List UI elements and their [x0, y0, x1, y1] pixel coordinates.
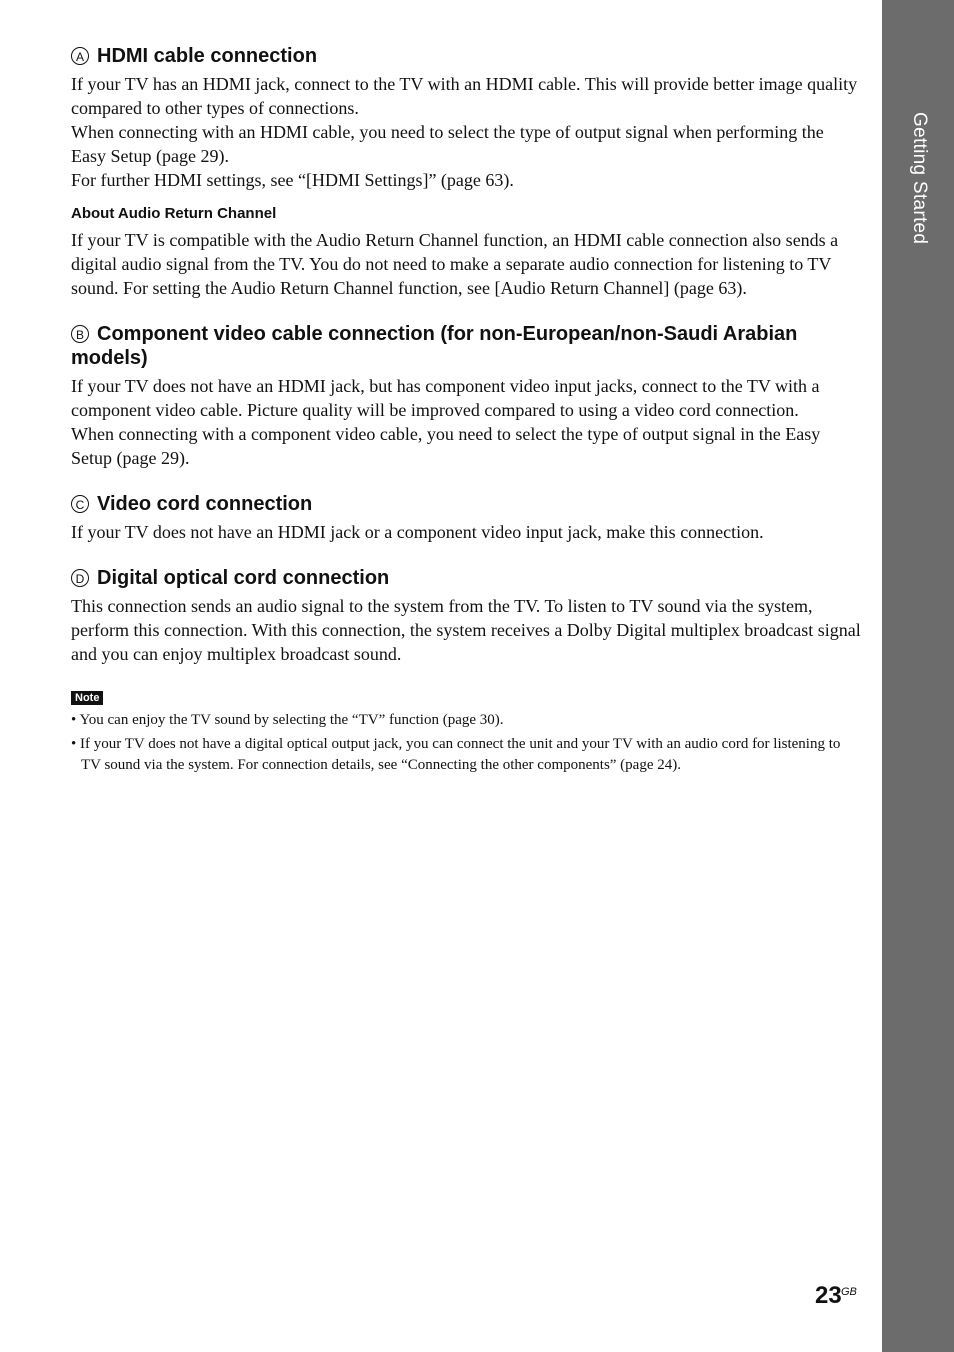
note-badge: Note [71, 691, 103, 705]
note-list [71, 710, 861, 776]
page-number: 23 [815, 1282, 842, 1309]
section-d-marker: D [71, 569, 89, 587]
section-a-marker: A [71, 47, 89, 65]
audio-return-channel-heading: About Audio Return Channel [71, 205, 277, 222]
section-b-paragraph: When connecting with a component video cable, you need to select the type of output signal in the Easy Setup (page 29). [71, 424, 821, 468]
section-c-title: Video cord connection [97, 493, 313, 515]
section-side-tab-label: Getting Started [909, 112, 930, 245]
section-d-heading [71, 566, 861, 590]
note-block [71, 688, 861, 776]
section-a-title: HDMI cable connection [97, 45, 318, 67]
section-b-marker: B [71, 325, 89, 343]
section-b-title: Component video cable connection (for non-European/non-Saudi Arabian models) [71, 323, 798, 369]
page-content [71, 44, 861, 776]
section-a-paragraph: When connecting with an HDMI cable, you need to select the type of output signal when performing the Easy Setup (page 29). [71, 122, 824, 166]
section-b-paragraph: If your TV does not have an HDMI jack, but has component video input jacks, connect to the TV with a component video cable. Picture quality will be improved compared to using a video cord connection. [71, 376, 820, 420]
note-item: • You can enjoy the TV sound by selecting the “TV” function (page 30). [71, 712, 504, 728]
section-c-heading [71, 492, 861, 516]
section-a-heading [71, 44, 861, 68]
section-a-paragraph: If your TV has an HDMI jack, connect to the TV with an HDMI cable. This will provide better image quality compared to other types of connections. [71, 74, 858, 118]
section-c-paragraph: If your TV does not have an HDMI jack or a component video input jack, make this connection. [71, 522, 764, 542]
note-item: • If your TV does not have a digital optical output jack, you can connect the unit and your TV with an audio cord for listening to TV sound via the system. For connection details, see “Connecting the other components” (page 24). [71, 736, 841, 773]
section-b-heading [71, 322, 861, 370]
section-a-paragraph: For further HDMI settings, see “[HDMI Settings]” (page 63). [71, 170, 514, 190]
section-d-title: Digital optical cord connection [97, 567, 390, 589]
section-d-paragraph: This connection sends an audio signal to the system from the TV. To listen to TV sound via the system, perform this connection. With this connection, the system receives a Dolby Digital multiplex broadcast signal and you can enjoy multiplex broadcast sound. [71, 596, 861, 664]
page-number-suffix: GB [841, 1286, 857, 1298]
section-c-marker: C [71, 495, 89, 513]
audio-return-channel-text: If your TV is compatible with the Audio Return Channel function, an HDMI cable connection also sends a digital audio signal from the TV. You do not need to make a separate audio connection for listening to TV sound. For setting the Audio Return Channel function, see [Audio Return Channel] (page 63). [71, 230, 839, 298]
